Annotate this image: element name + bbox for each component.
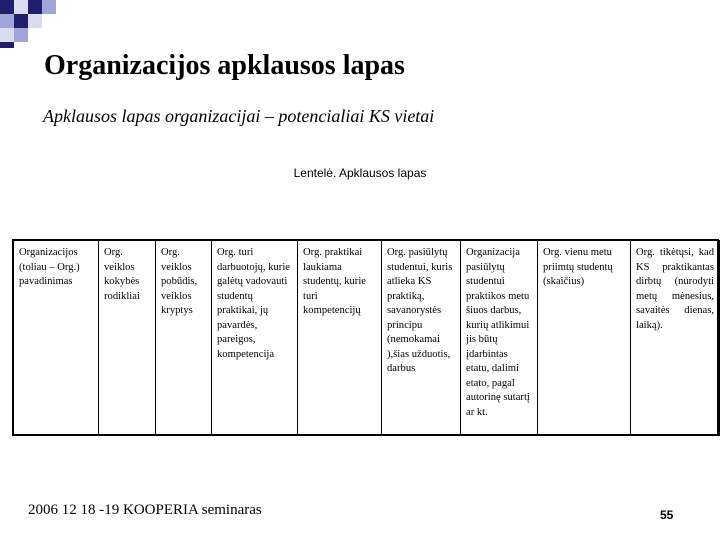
table-row (14, 241, 720, 436)
column-header-student-count: Org. vienu metu priimtų studentų (skaičius) (538, 241, 631, 436)
slide-subtitle: Apklausos lapas organizacijai – potencialiai KS vietai (43, 106, 435, 126)
table-caption: Lentelė. Apklausos lapas (293, 166, 427, 180)
slide-title: Organizacijos apklausos lapas (44, 50, 405, 81)
page-number: 55 (660, 508, 674, 522)
column-header-activity-type: Org. veiklos pobūdis, veiklos kryptys (156, 241, 212, 436)
survey-table (13, 240, 720, 436)
footer-text: 2006 12 18 -19 KOOPERIA seminaras (28, 502, 262, 518)
column-header-org-name: Organizacijos (toliau – Org.) pavadinimas (14, 241, 99, 436)
column-header-quality-indicators: Org. veiklos kokybės rodikliai (99, 241, 156, 436)
column-header-supervisors: Org. turi darbuotojų, kurie galėtų vadovauti studentų praktikai, jų pavardės, pareigos, kompetencija (212, 241, 298, 436)
column-header-expected-competencies: Org. praktikai laukiama studentų, kurie turi kompetencijų (298, 241, 382, 436)
column-header-work-schedule: Org. tikėtųsi, kad KS praktikantas dirbtų (nurodyti metų mėnesius, savaitės dienas, laiką). (631, 241, 720, 436)
column-header-paid-tasks: Organizacija pasiūlytų studentui praktikos metu šiuos darbus, kurių atlikimui jis būtų įdarbintas etatu, dalimi etato, pagal autorinę sutartį ar kt. (461, 241, 538, 436)
column-header-volunteer-tasks: Org. pasiūlytų studentui, kuris atlieka KS praktiką, savanorystės principu (nemokamai ),šias užduotis, darbus (382, 241, 461, 436)
